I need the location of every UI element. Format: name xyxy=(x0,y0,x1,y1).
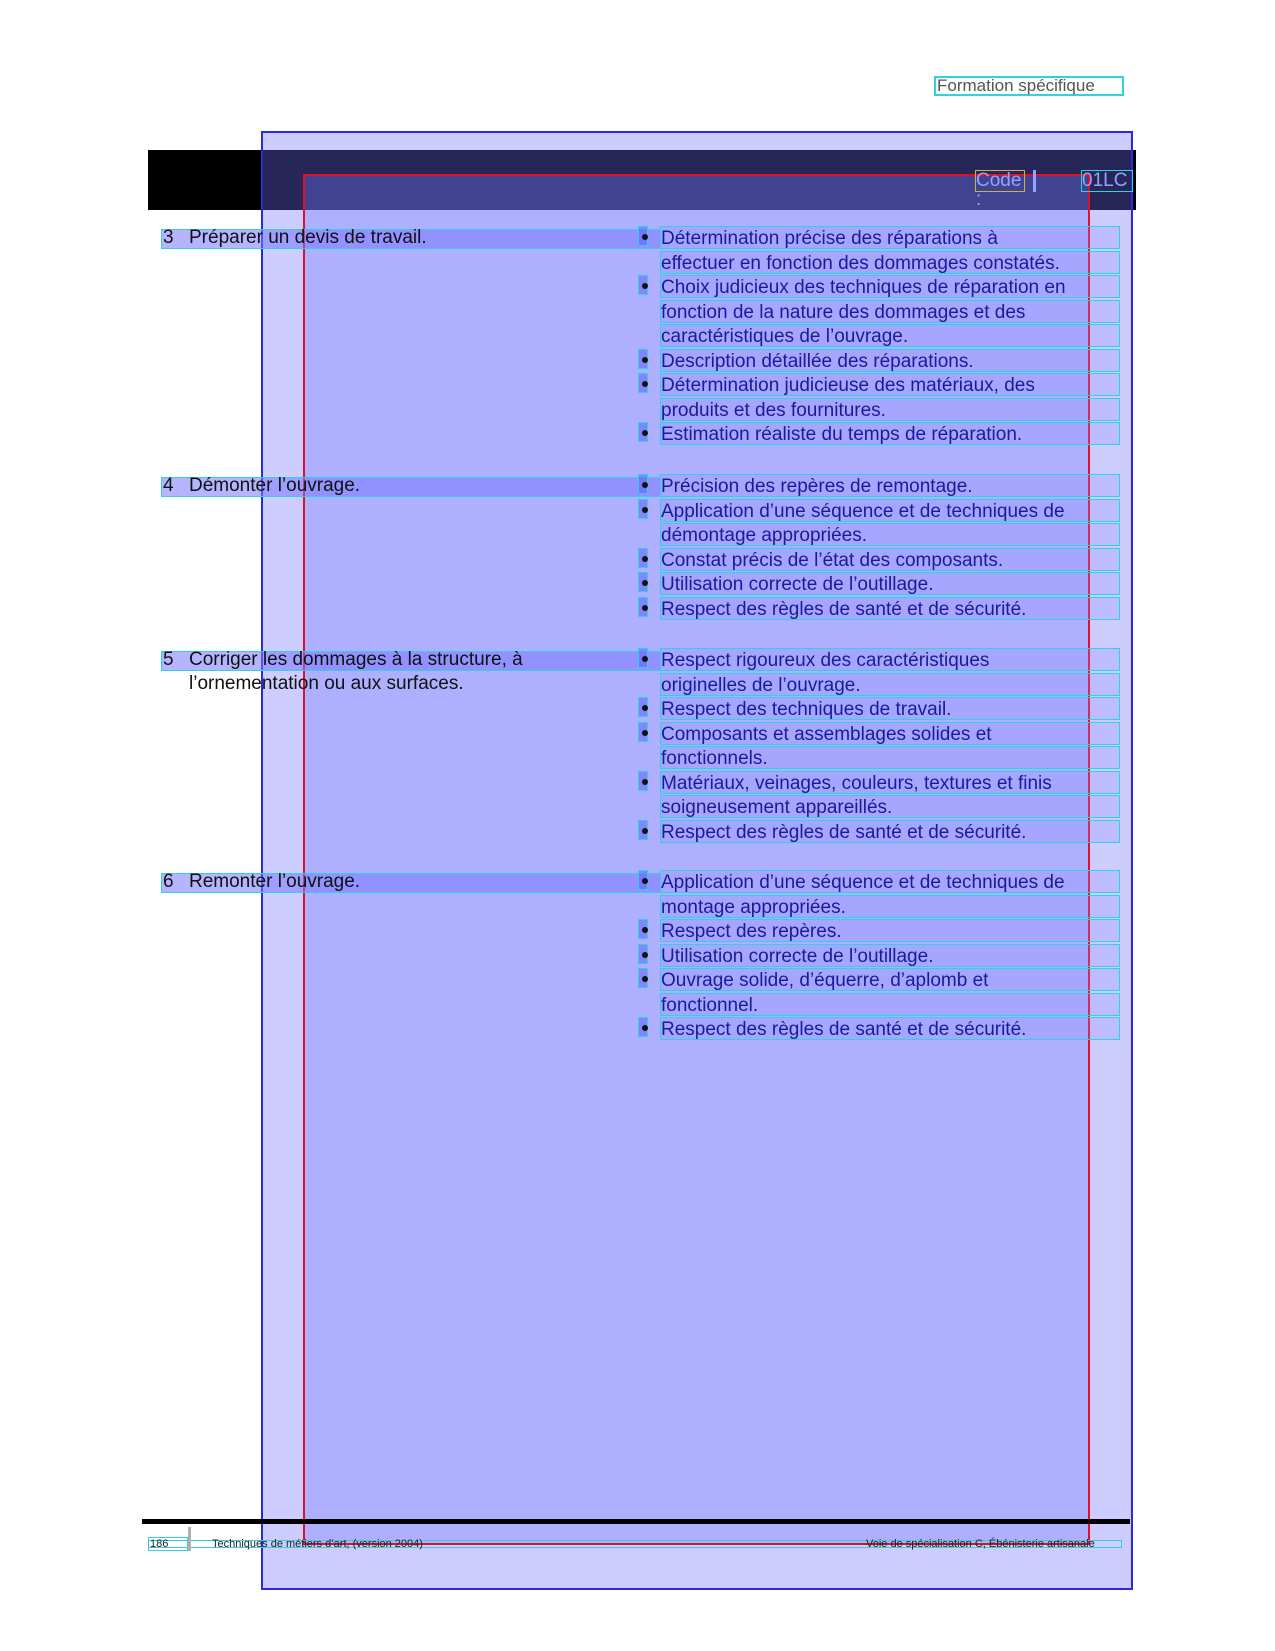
task-title xyxy=(163,474,360,498)
criterion-text: Constat précis de l’état des composants. xyxy=(660,548,1120,571)
criteria-list xyxy=(660,226,1120,447)
task-number: 5 xyxy=(163,649,174,670)
criterion-item xyxy=(660,697,1120,720)
task-text: Préparer un devis de travail. xyxy=(189,227,427,248)
code-label: Code : xyxy=(975,170,1025,192)
criterion-text: montage appropriées. xyxy=(660,895,1120,918)
criterion-item xyxy=(660,422,1120,445)
criterion-text: Respect des règles de santé et de sécurité. xyxy=(660,597,1120,620)
task-number: 3 xyxy=(163,227,174,248)
bullet-dot-icon xyxy=(642,507,648,513)
criterion-item xyxy=(660,597,1120,620)
criteria-list xyxy=(660,474,1120,621)
criterion-text: Matériaux, veinages, couleurs, textures et finis xyxy=(660,771,1120,794)
bullet-dot-icon xyxy=(642,828,648,834)
code-value: 01LC xyxy=(1081,170,1133,192)
bullet-dot-icon xyxy=(642,283,648,289)
bullet-dot-icon xyxy=(642,381,648,387)
criterion-text: fonctionnel. xyxy=(660,993,1120,1016)
criterion-item xyxy=(660,572,1120,595)
bullet-dot-icon xyxy=(642,357,648,363)
criterion-text: Application d’une séquence et de techniques de xyxy=(660,499,1120,522)
task-text: Corriger les dommages à la structure, à xyxy=(189,649,523,670)
section-label: Formation spécifique xyxy=(934,76,1124,96)
criterion-text: fonction de la nature des dommages et des xyxy=(660,300,1120,323)
footer-rule xyxy=(142,1519,1130,1524)
criterion-item xyxy=(660,648,1120,696)
bullet-dot-icon xyxy=(642,430,648,436)
criterion-text: fonctionnels. xyxy=(660,746,1120,769)
criterion-text: Respect des règles de santé et de sécurité. xyxy=(660,820,1120,843)
criterion-item xyxy=(660,548,1120,571)
criterion-item xyxy=(660,771,1120,819)
criterion-item xyxy=(660,275,1120,347)
bullet-dot-icon xyxy=(642,976,648,982)
criterion-text: Respect rigoureux des caractéristiques xyxy=(660,648,1120,671)
criterion-item xyxy=(660,968,1120,1016)
criterion-item xyxy=(660,373,1120,421)
footer-separator xyxy=(188,1527,191,1551)
criterion-text: Choix judicieux des techniques de réparation en xyxy=(660,275,1120,298)
task-text: Démonter l’ouvrage. xyxy=(189,475,361,496)
criterion-text: effectuer en fonction des dommages constatés. xyxy=(660,251,1120,274)
code-separator xyxy=(1033,170,1036,192)
task-title xyxy=(163,226,427,250)
criterion-item xyxy=(660,499,1120,547)
bullet-dot-icon xyxy=(642,234,648,240)
task-number: 6 xyxy=(163,871,174,892)
criterion-item xyxy=(660,870,1120,918)
criterion-item xyxy=(660,820,1120,843)
task-title xyxy=(163,870,360,894)
criteria-list xyxy=(660,870,1120,1042)
criterion-text: Respect des repères. xyxy=(660,919,1120,942)
bullet-dot-icon xyxy=(642,779,648,785)
criterion-item xyxy=(660,722,1120,770)
criterion-text: Utilisation correcte de l’outillage. xyxy=(660,572,1120,595)
task-title xyxy=(163,648,523,696)
footer-program: Voie de spécialisation C, Ébénisterie artisanale xyxy=(866,1538,1095,1550)
task-text: Remonter l’ouvrage. xyxy=(189,871,361,892)
criterion-text: Respect des techniques de travail. xyxy=(660,697,1120,720)
footer-page-number: 186 xyxy=(150,1538,169,1550)
task-text: l’ornementation ou aux surfaces. xyxy=(189,673,464,694)
criterion-text: Respect des règles de santé et de sécurité. xyxy=(660,1017,1120,1040)
criterion-item xyxy=(660,944,1120,967)
criterion-text: Utilisation correcte de l’outillage. xyxy=(660,944,1120,967)
criterion-text: soigneusement appareillés. xyxy=(660,795,1120,818)
criterion-text: produits et des fournitures. xyxy=(660,398,1120,421)
criterion-text: Estimation réaliste du temps de réparation. xyxy=(660,422,1120,445)
criterion-text: Ouvrage solide, d’équerre, d’aplomb et xyxy=(660,968,1120,991)
criterion-item xyxy=(660,349,1120,372)
footer-title: Techniques de métiers d’art, (version 2004) xyxy=(212,1538,423,1550)
bullet-dot-icon xyxy=(642,656,648,662)
criterion-item xyxy=(660,474,1120,497)
criterion-text: démontage appropriées. xyxy=(660,523,1120,546)
bullet-dot-icon xyxy=(642,705,648,711)
criterion-text: Composants et assemblages solides et xyxy=(660,722,1120,745)
criterion-text: Description détaillée des réparations. xyxy=(660,349,1120,372)
bullet-dot-icon xyxy=(642,1025,648,1031)
bullet-dot-icon xyxy=(642,952,648,958)
bullet-dot-icon xyxy=(642,878,648,884)
criterion-text: originelles de l’ouvrage. xyxy=(660,673,1120,696)
bullet-dot-icon xyxy=(642,730,648,736)
criterion-item xyxy=(660,919,1120,942)
task-number: 4 xyxy=(163,475,174,496)
criterion-text: Détermination précise des réparations à xyxy=(660,226,1120,249)
criterion-item xyxy=(660,226,1120,274)
bullet-dot-icon xyxy=(642,556,648,562)
criteria-list xyxy=(660,648,1120,844)
criterion-text: Application d’une séquence et de techniques de xyxy=(660,870,1120,893)
criterion-text: Détermination judicieuse des matériaux, des xyxy=(660,373,1120,396)
bullet-dot-icon xyxy=(642,580,648,586)
bullet-dot-icon xyxy=(642,927,648,933)
criterion-text: caractéristiques de l’ouvrage. xyxy=(660,324,1120,347)
bullet-dot-icon xyxy=(642,482,648,488)
bullet-dot-icon xyxy=(642,605,648,611)
criterion-item xyxy=(660,1017,1120,1040)
criterion-text: Précision des repères de remontage. xyxy=(660,474,1120,497)
